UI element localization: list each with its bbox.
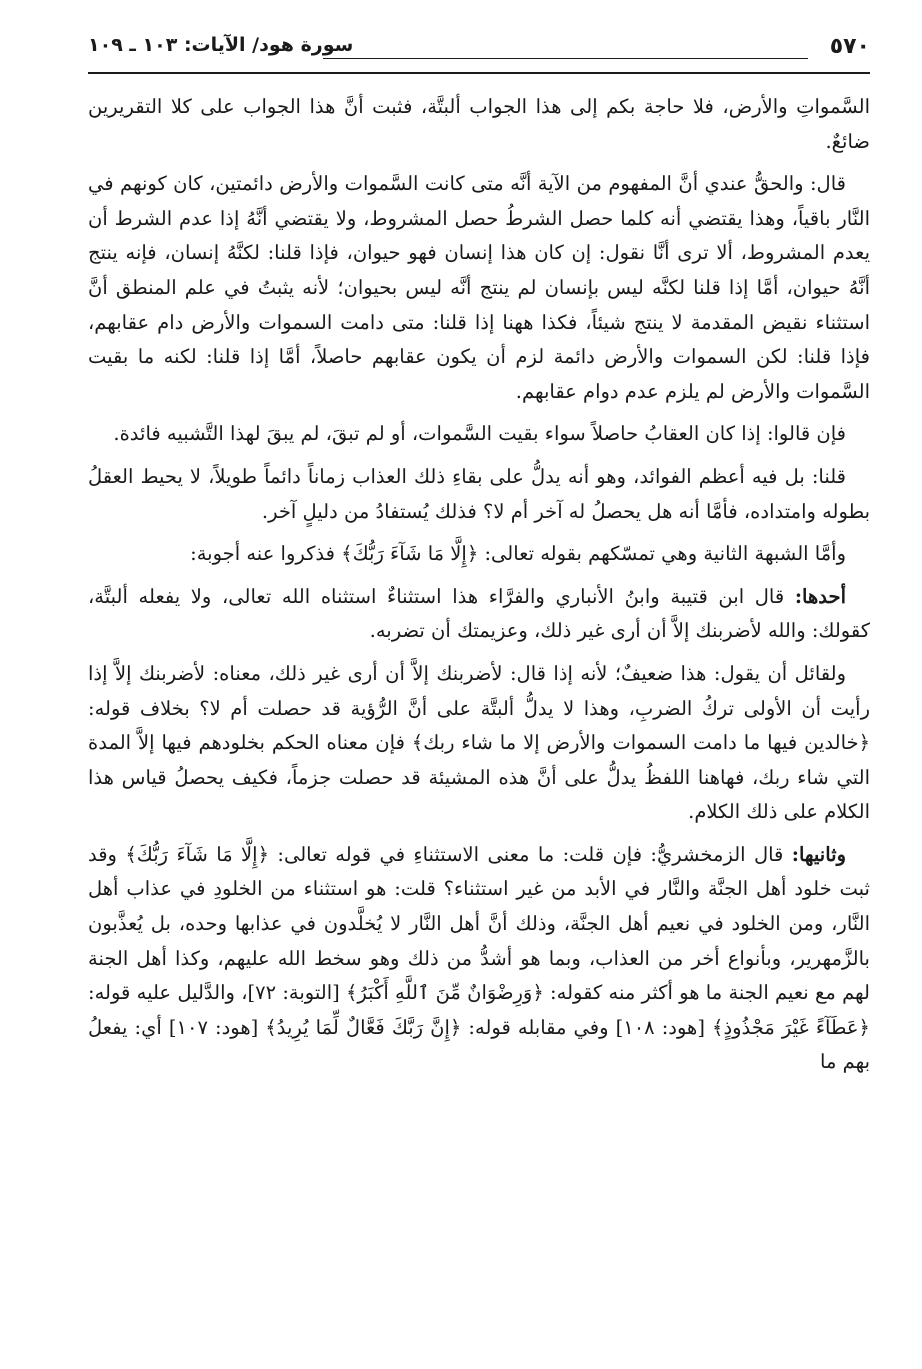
paragraph bbox=[88, 580, 870, 649]
paragraph-text: السَّمواتِ والأرض، فلا حاجة بكم إلى هذا الجواب ألبتَّة، فثبت أنَّ هذا الجواب على كلا التقريرين ضائعٌ. bbox=[88, 95, 870, 153]
paragraph-text: وأمَّا الشبهة الثانية وهي تمسّكهم بقوله تعالى: ﴿إِلَّا مَا شَآءَ رَبُّكَ﴾ فذكروا عنه أجوبة: bbox=[190, 542, 846, 566]
page-header bbox=[88, 32, 870, 74]
paragraph bbox=[88, 657, 870, 830]
page-number: ٥٧٠ bbox=[829, 34, 870, 59]
paragraph bbox=[88, 90, 870, 159]
paragraph bbox=[88, 417, 870, 452]
paragraph-text: قال ابن قتيبة وابنُ الأنباري والفرَّاء هذا استثناءٌ استثناه الله تعالى، ولا يفعله ألبتَّة، كقولك: والله لأضربنك إلاَّ أن أرى غير ذلك، وعزيمتك أن تضربه. bbox=[88, 584, 870, 643]
page-body bbox=[88, 90, 870, 1080]
book-page bbox=[88, 32, 870, 1088]
paragraph bbox=[88, 838, 870, 1080]
paragraph bbox=[88, 167, 870, 409]
paragraph-lead: وثانيها: bbox=[791, 842, 847, 866]
paragraph-text: قال الزمخشريُّ: فإن قلت: ما معنى الاستثناءِ في قوله تعالى: ﴿إِلَّا مَا شَآءَ رَبُّكَ﴾ وقد ثبت خلود أهل الجنَّة والنَّار في الأبد من غير استثناء؟ قلت: هو استثناء من الخلودِ في عذاب أهل النَّار، ومن الخلود في نعيم أهل الجنَّة، وذلك أنَّ أهل النَّار لا يُخلَّدون في عذابها وحده، بل يُعذَّبون بالزَّمهرير، وبأنواع أخر من العذاب، وبما هو أشدُّ من ذلك وهو سخط الله عليهم، وكذا أهل الجنة لهم مع نعيم الجنة ما هو أكثر منه كقوله: ﴿وَرِضْوَانٌ مِّنَ ٱللَّهِ أَكْبَرُ﴾ [التوبة: ٧٢]، والدَّليل عليه قوله: ﴿عَطَآءً غَيْرَ مَجْذُوذٍ﴾ [هود: ١٠٨] وفي مقابله قوله: ﴿إِنَّ رَبَّكَ فَعَّالٌ لِّمَا يُرِيدُ﴾ [هود: ١٠٧] أي: يفعلُ بهم ما bbox=[88, 842, 870, 1074]
paragraph-text: قلنا: بل فيه أعظم الفوائد، وهو أنه يدلُّ على بقاءِ ذلك العذاب زماناً دائماً طويلاً، لا يحيط العقلُ بطوله وامتداده، فأمَّا أنه هل يحصلُ له آخر أم لا؟ فذلك يُستفادُ من دليلٍ آخر. bbox=[88, 464, 870, 523]
paragraph-text: ولقائل أن يقول: هذا ضعيفٌ؛ لأنه إذا قال: لأضربنك إلاَّ أن أرى غير ذلك، معناه: لأضربنك إلاَّ إذا رأيت أن الأولى تركُ الضربِ، وهذا لا يدلُّ ألبتَّة على أنَّ الرُّؤية قد حصلت أم لا؟ بخلاف قوله: ﴿خالدين فيها ما دامت السموات والأرض إلا ما شاء ربك﴾ فإن معناه الحكم بخلودهم فيها إلاَّ المدة التي شاء ربك، فهاهنا اللفظُ يدلُّ على أنَّ هذه المشيئة قد حصلت جزماً، فكيف يحصلُ قياس هذا الكلام على ذلك الكلام. bbox=[88, 661, 870, 824]
paragraph bbox=[88, 460, 870, 529]
paragraph-text: فإن قالوا: إذا كان العقابُ حاصلاً سواء بقيت السَّموات، أو لم تبقَ، لم يبقَ لهذا التَّشبيه فائدة. bbox=[113, 422, 846, 446]
running-title: سورة هود/ الآيات: ١٠٣ ـ ١٠٩ bbox=[88, 34, 354, 56]
paragraph bbox=[88, 537, 870, 572]
paragraph-lead: أحدها: bbox=[794, 584, 846, 608]
paragraph-text: قال: والحقُّ عندي أنَّ المفهوم من الآية أنَّه متى كانت السَّموات والأرض دائمتين، كان كونهم في النَّار باقياً، وهذا يقتضي أنه كلما حصل الشرطُ حصل المشروط، ولا يقتضي أنَّهُ إذا عدم الشرط أن يعدم المشروط، ألا ترى أنَّا نقول: إن كان هذا إنسان فهو حيوان، فإذا قلنا: لكنَّهُ إنسان، فإنه ينتج أنَّهُ حيوان، أمَّا إذا قلنا لكنَّه ليس بإنسان لم ينتج أنَّه ليس بحيوان؛ لأنه يثبتُ في علم المنطق أنَّ استثناء نقيض المقدمة لا ينتج شيئاً، فكذا ههنا إذا قلنا: متى دامت السموات والأرض دام عقابهم، فإذا قلنا: لكن السموات والأرض دائمة لزم أن يكون عقابهم حاصلاً، أمَّا إذا قلنا: لكنه ما بقيت السَّموات والأرض لم يلزم عدم دوام عقابهم. bbox=[88, 172, 870, 403]
header-rule bbox=[323, 58, 808, 59]
